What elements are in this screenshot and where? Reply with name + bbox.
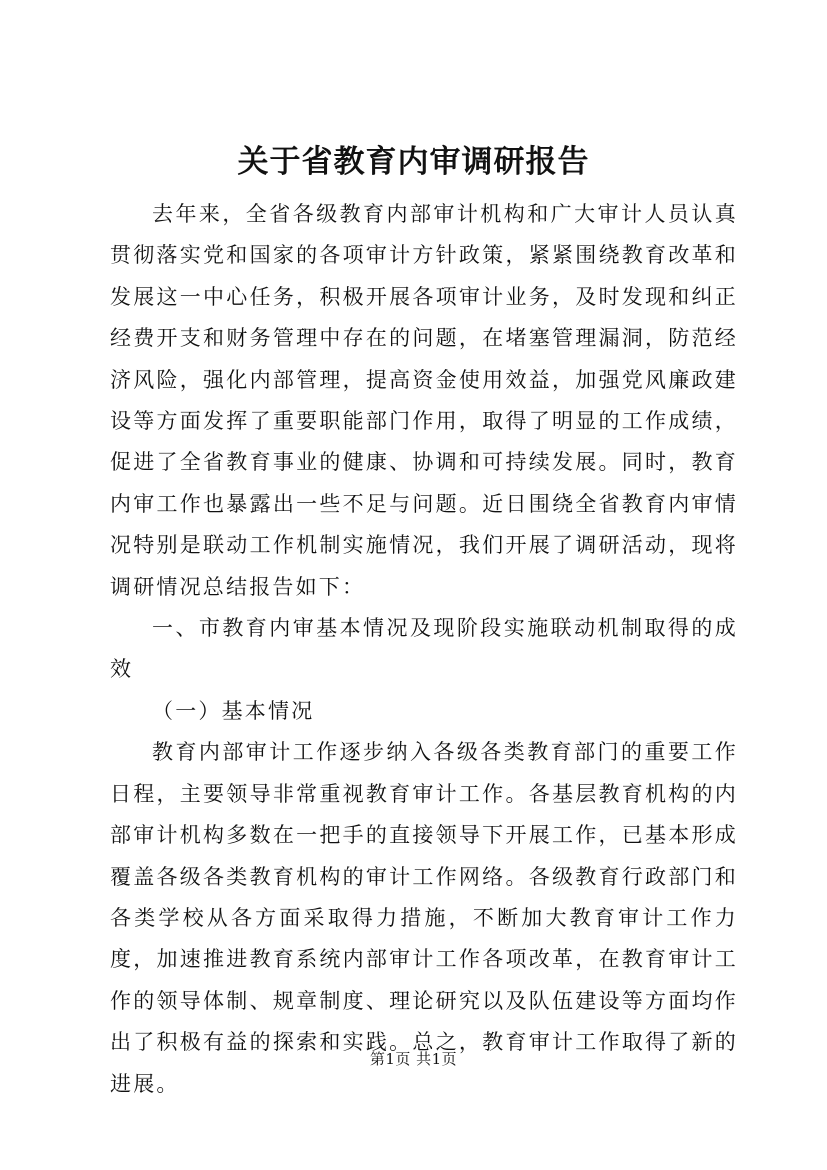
page-number-footer: 第1页 共1页: [369, 1050, 458, 1068]
document-body: [110, 194, 738, 1105]
document-title: 关于省教育内审调研报告: [237, 144, 590, 180]
paragraph-basic-situation: 教育内部审计工作逐步纳入各级各类教育部门的重要工作日程，主要领导非常重视教育审计工作。各基层教育机构的内部审计机构多数在一把手的直接领导下开展工作，已基本形成覆盖各级各类教育机构的审计工作网络。各级教育行政部门和各类学校从各方面采取得力措施，不断加大教育审计工作力度，加速推进教育系统内部审计工作各项改革，在教育审计工作的领导体制、规章制度、理论研究以及队伍建设等方面均作出了积极有益的探索和实践。总之，教育审计工作取得了新的进展。: [110, 740, 738, 1096]
paragraph-intro: 去年来，全省各级教育内部审计机构和广大审计人员认真贯彻落实党和国家的各项审计方针政策，紧紧围绕教育改革和发展这一中心任务，积极开展各项审计业务，及时发现和纠正经费开支和财务管理中存在的问题，在堵塞管理漏洞，防范经济风险，强化内部管理，提高资金使用效益，加强党风廉政建设等方面发挥了重要职能部门作用，取得了明显的工作成绩，促进了全省教育事业的健康、协调和可持续发展。同时，教育内审工作也暴露出一些不足与问题。近日围绕全省教育内审情况特别是联动工作机制实施情况，我们开展了调研活动，现将调研情况总结报告如下：: [110, 202, 738, 599]
section-heading-1: 一、市教育内审基本情况及现阶段实施联动机制取得的成效: [110, 616, 738, 682]
subsection-heading-1: （一）基本情况: [152, 698, 315, 723]
